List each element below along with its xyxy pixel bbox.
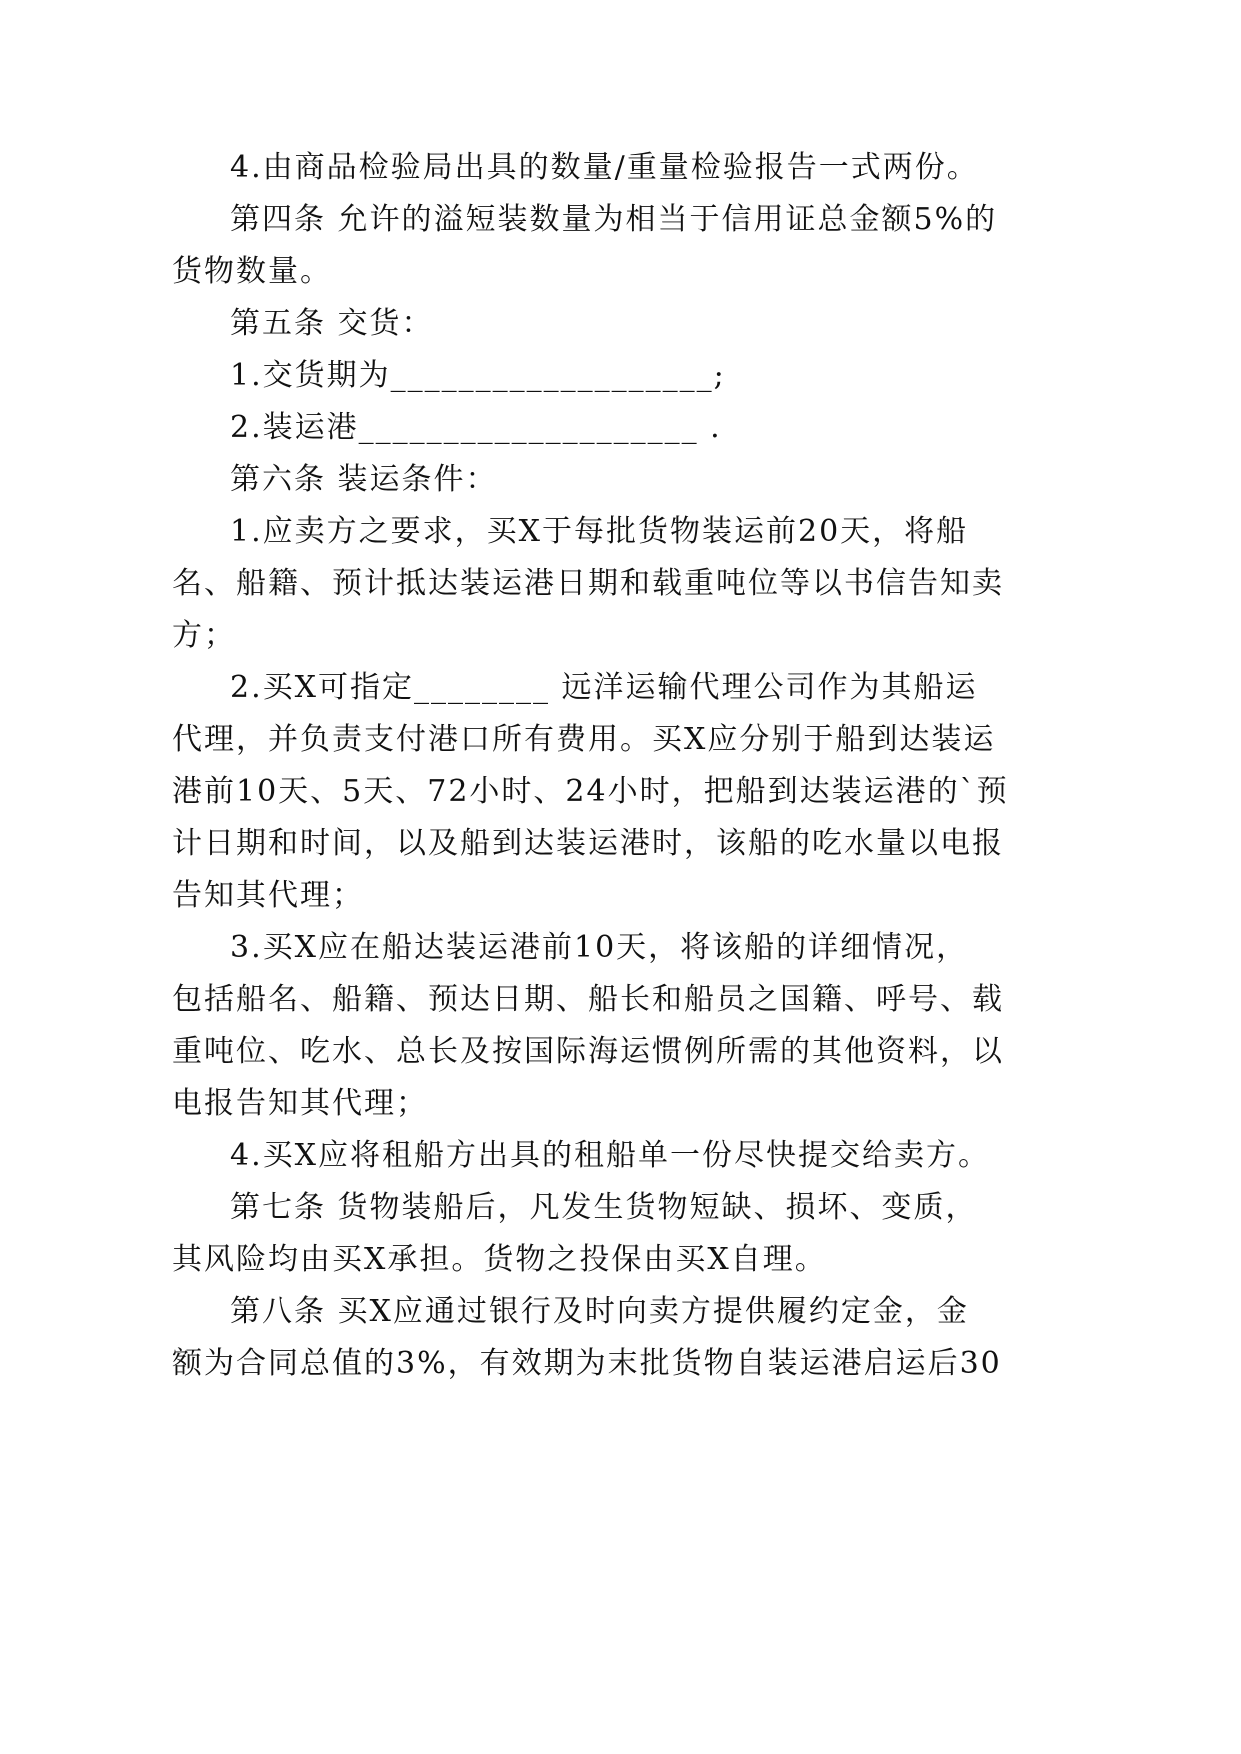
text-line: 包括船名、船籍、预达日期、船长和船员之国籍、呼号、载 <box>172 982 1004 1017</box>
text-line: 3.买X应在船达装运港前10天，将该船的详细情况， <box>230 930 969 965</box>
text-line: 名、船籍、预计抵达装运港日期和载重吨位等以书信告知卖 <box>172 566 1004 601</box>
text-line: 重吨位、吃水、总长及按国际海运惯例所需的其他资料，以 <box>172 1034 1004 1069</box>
text-line: 货物数量。 <box>172 254 332 289</box>
text-line: 方； <box>172 618 236 653</box>
text-line: 第六条 装运条件： <box>230 462 498 497</box>
text-line: 1.交货期为___________________; <box>230 358 726 393</box>
text-line: 其风险均由买X承担。货物之投保由买X自理。 <box>172 1242 827 1277</box>
text-line: 第七条 货物装船后，凡发生货物短缺、损坏、变质， <box>230 1190 978 1225</box>
text-line: 告知其代理； <box>172 878 364 913</box>
text-line: 2.买X可指定________ 远洋运输代理公司作为其船运 <box>230 670 978 705</box>
text-line: 第五条 交货： <box>230 306 434 341</box>
text-line: 1.应卖方之要求，买X于每批货物装运前20天，将船 <box>230 514 969 549</box>
text-line: 代理，并负责支付港口所有费用。买X应分别于船到达装运 <box>172 722 996 757</box>
text-line: 2.装运港____________________ . <box>230 410 722 445</box>
text-line: 电报告知其代理； <box>172 1086 428 1121</box>
text-line: 额为合同总值的3%，有效期为末批货物自装运港启运后30 <box>172 1346 1002 1381</box>
text-line: 第四条 允许的溢短装数量为相当于信用证总金额5%的 <box>230 202 998 237</box>
text-line: 计日期和时间，以及船到达装运港时，该船的吃水量以电报 <box>172 826 1004 861</box>
text-line: 港前10天、5天、72小时、24小时，把船到达装运港的`预 <box>172 774 1009 809</box>
text-line: 第八条 买X应通过银行及时向卖方提供履约定金，金 <box>230 1294 969 1329</box>
text-line: 4.由商品检验局出具的数量/重量检验报告一式两份。 <box>230 150 979 185</box>
text-line: 4.买X应将租船方出具的租船单一份尽快提交给卖方。 <box>230 1138 990 1173</box>
